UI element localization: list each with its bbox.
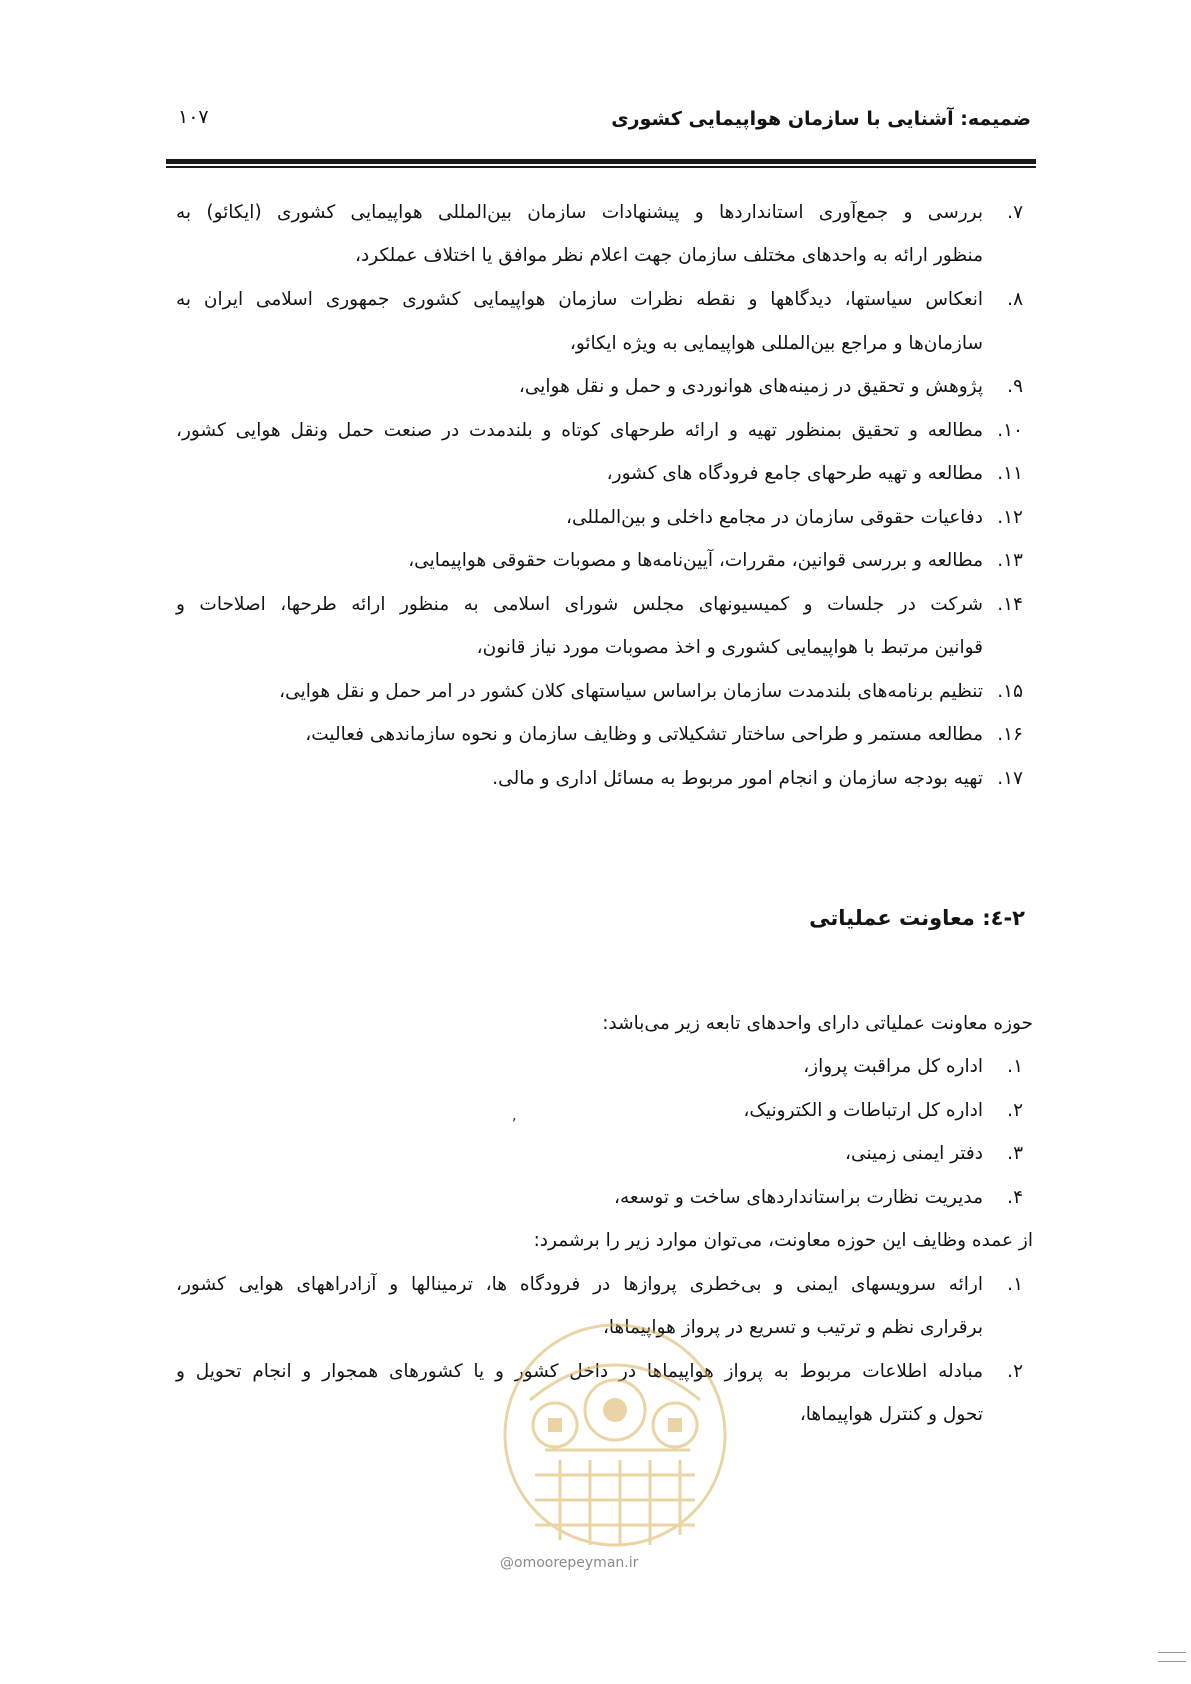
header-rule-thick [166,159,1036,164]
list-item-number: ۱۳. [997,550,1023,571]
list-item-continuation: سازمان‌ها و مراجع بین‌المللی هواپیمایی به ویژه ایکائو، [569,333,983,354]
list-item-text: شرکت در جلسات و کمیسیونهای مجلس شورای اسلامی به منظور ارائه طرحها، اصلاحات و [176,594,983,615]
duty-continuation: برقراری نظم و ترتیب و تسریع در پرواز هواپیماها، [602,1317,983,1338]
unit-item: اداره کل مراقبت پرواز، [803,1056,983,1077]
section-heading: ۲-٤: معاونت عملیاتی [809,906,1025,930]
header-rule-thin [166,166,1036,168]
stray-scan-mark: , [512,1108,517,1124]
list-item-continuation: قوانین مرتبط با هواپیمایی کشوری و اخذ مصوبات مورد نیاز قانون، [476,637,983,658]
list-item-number: ۱۷. [997,768,1023,789]
list-item-text: انعکاس سیاستها، دیدگاهها و نقطه نظرات سازمان هواپیمایی کشوری جمهوری اسلامی ایران به [176,289,983,310]
unit-item: دفتر ایمنی زمینی، [844,1143,983,1164]
list-item-number: ۱۵. [997,681,1023,702]
list-item-text: مطالعه و بررسی قوانین، مقررات، آیین‌نامه‌ها و مصوبات حقوقی هواپیمایی، [408,550,983,571]
list-item-text: مطالعه و تحقیق بمنظور تهیه و ارائه طرحهای کوتاه و بلندمدت در صنعت حمل ونقل هوایی کشور، [176,420,983,441]
duty-text: ارائه سرویسهای ایمنی و بی‌خطری پروازها در فرودگاه ها، ترمینالها و آزادراههای هوایی کشور، [176,1274,983,1295]
list-item-number: ۱۰. [997,420,1023,441]
watermark-url: @omoorepeyman.ir [500,1555,639,1571]
list-item-number: ۱۴. [997,594,1023,615]
list-item-text: مطالعه و تهیه طرحهای جامع فرودگاه های کشور، [606,463,983,484]
unit-number: ۲. [1007,1100,1023,1121]
list-item-continuation: منظور ارائه به واحدهای مختلف سازمان جهت اعلام نظر موافق یا اختلاف عملکرد، [355,245,983,266]
list-item-text: پژوهش و تحقیق در زمینه‌های هوانوردی و حمل و نقل هوایی، [518,376,983,397]
list-item-number: ۱۶. [997,724,1023,745]
list-item-number: ۱۲. [997,507,1023,528]
unit-number: ۱. [1007,1056,1023,1077]
unit-item: مدیریت نظارت براستانداردهای ساخت و توسعه، [614,1187,983,1208]
scan-corner-marks [1158,1652,1186,1670]
duty-number: ۲. [1007,1361,1023,1382]
list-item-number: ۱۱. [997,463,1023,484]
running-header-title: ضمیمه: آشنایی با سازمان هواپیمایی کشوری [611,108,1031,130]
unit-number: ۴. [1007,1187,1023,1208]
duty-number: ۱. [1007,1274,1023,1295]
list-item-number: ۷. [1007,202,1023,223]
list-item-text: دفاعیات حقوقی سازمان در مجامع داخلی و بین‌المللی، [565,507,983,528]
list-item-text: بررسی و جمع‌آوری استانداردها و پیشنهادات سازمان بین‌المللی هواپیمایی کشوری (ایکائو) به [176,202,983,223]
watermark-seal-icon [490,1300,740,1570]
page-number: ۱۰۷ [178,106,209,128]
list-item-text: مطالعه مستمر و طراحی ساختار تشکیلاتی و وظایف سازمان و نحوه سازماندهی فعالیت، [305,724,983,745]
duty-text: مبادله اطلاعات مربوط به پرواز هواپیماها در داخل کشور و یا کشورهای همجوار و انجام تحویل و [176,1361,983,1382]
list-item-number: ۹. [1007,376,1023,397]
list-item-text: تهیه بودجه سازمان و انجام امور مربوط به مسائل اداری و مالی. [492,768,983,789]
duties-intro: از عمده وظایف این حوزه معاونت، می‌توان موارد زیر را برشمرد: [533,1230,1033,1251]
section-intro: حوزه معاونت عملیاتی دارای واحدهای تابعه زیر می‌باشد: [602,1013,1033,1034]
unit-number: ۳. [1007,1143,1023,1164]
unit-item: اداره کل ارتباطات و الکترونیک، [743,1100,983,1121]
list-item-text: تنظیم برنامه‌های بلندمدت سازمان براساس سیاستهای کلان کشور در امر حمل و نقل هوایی، [279,681,983,702]
duty-continuation: تحول و کنترل هواپیماها، [799,1404,983,1425]
list-item-number: ۸. [1007,289,1023,310]
